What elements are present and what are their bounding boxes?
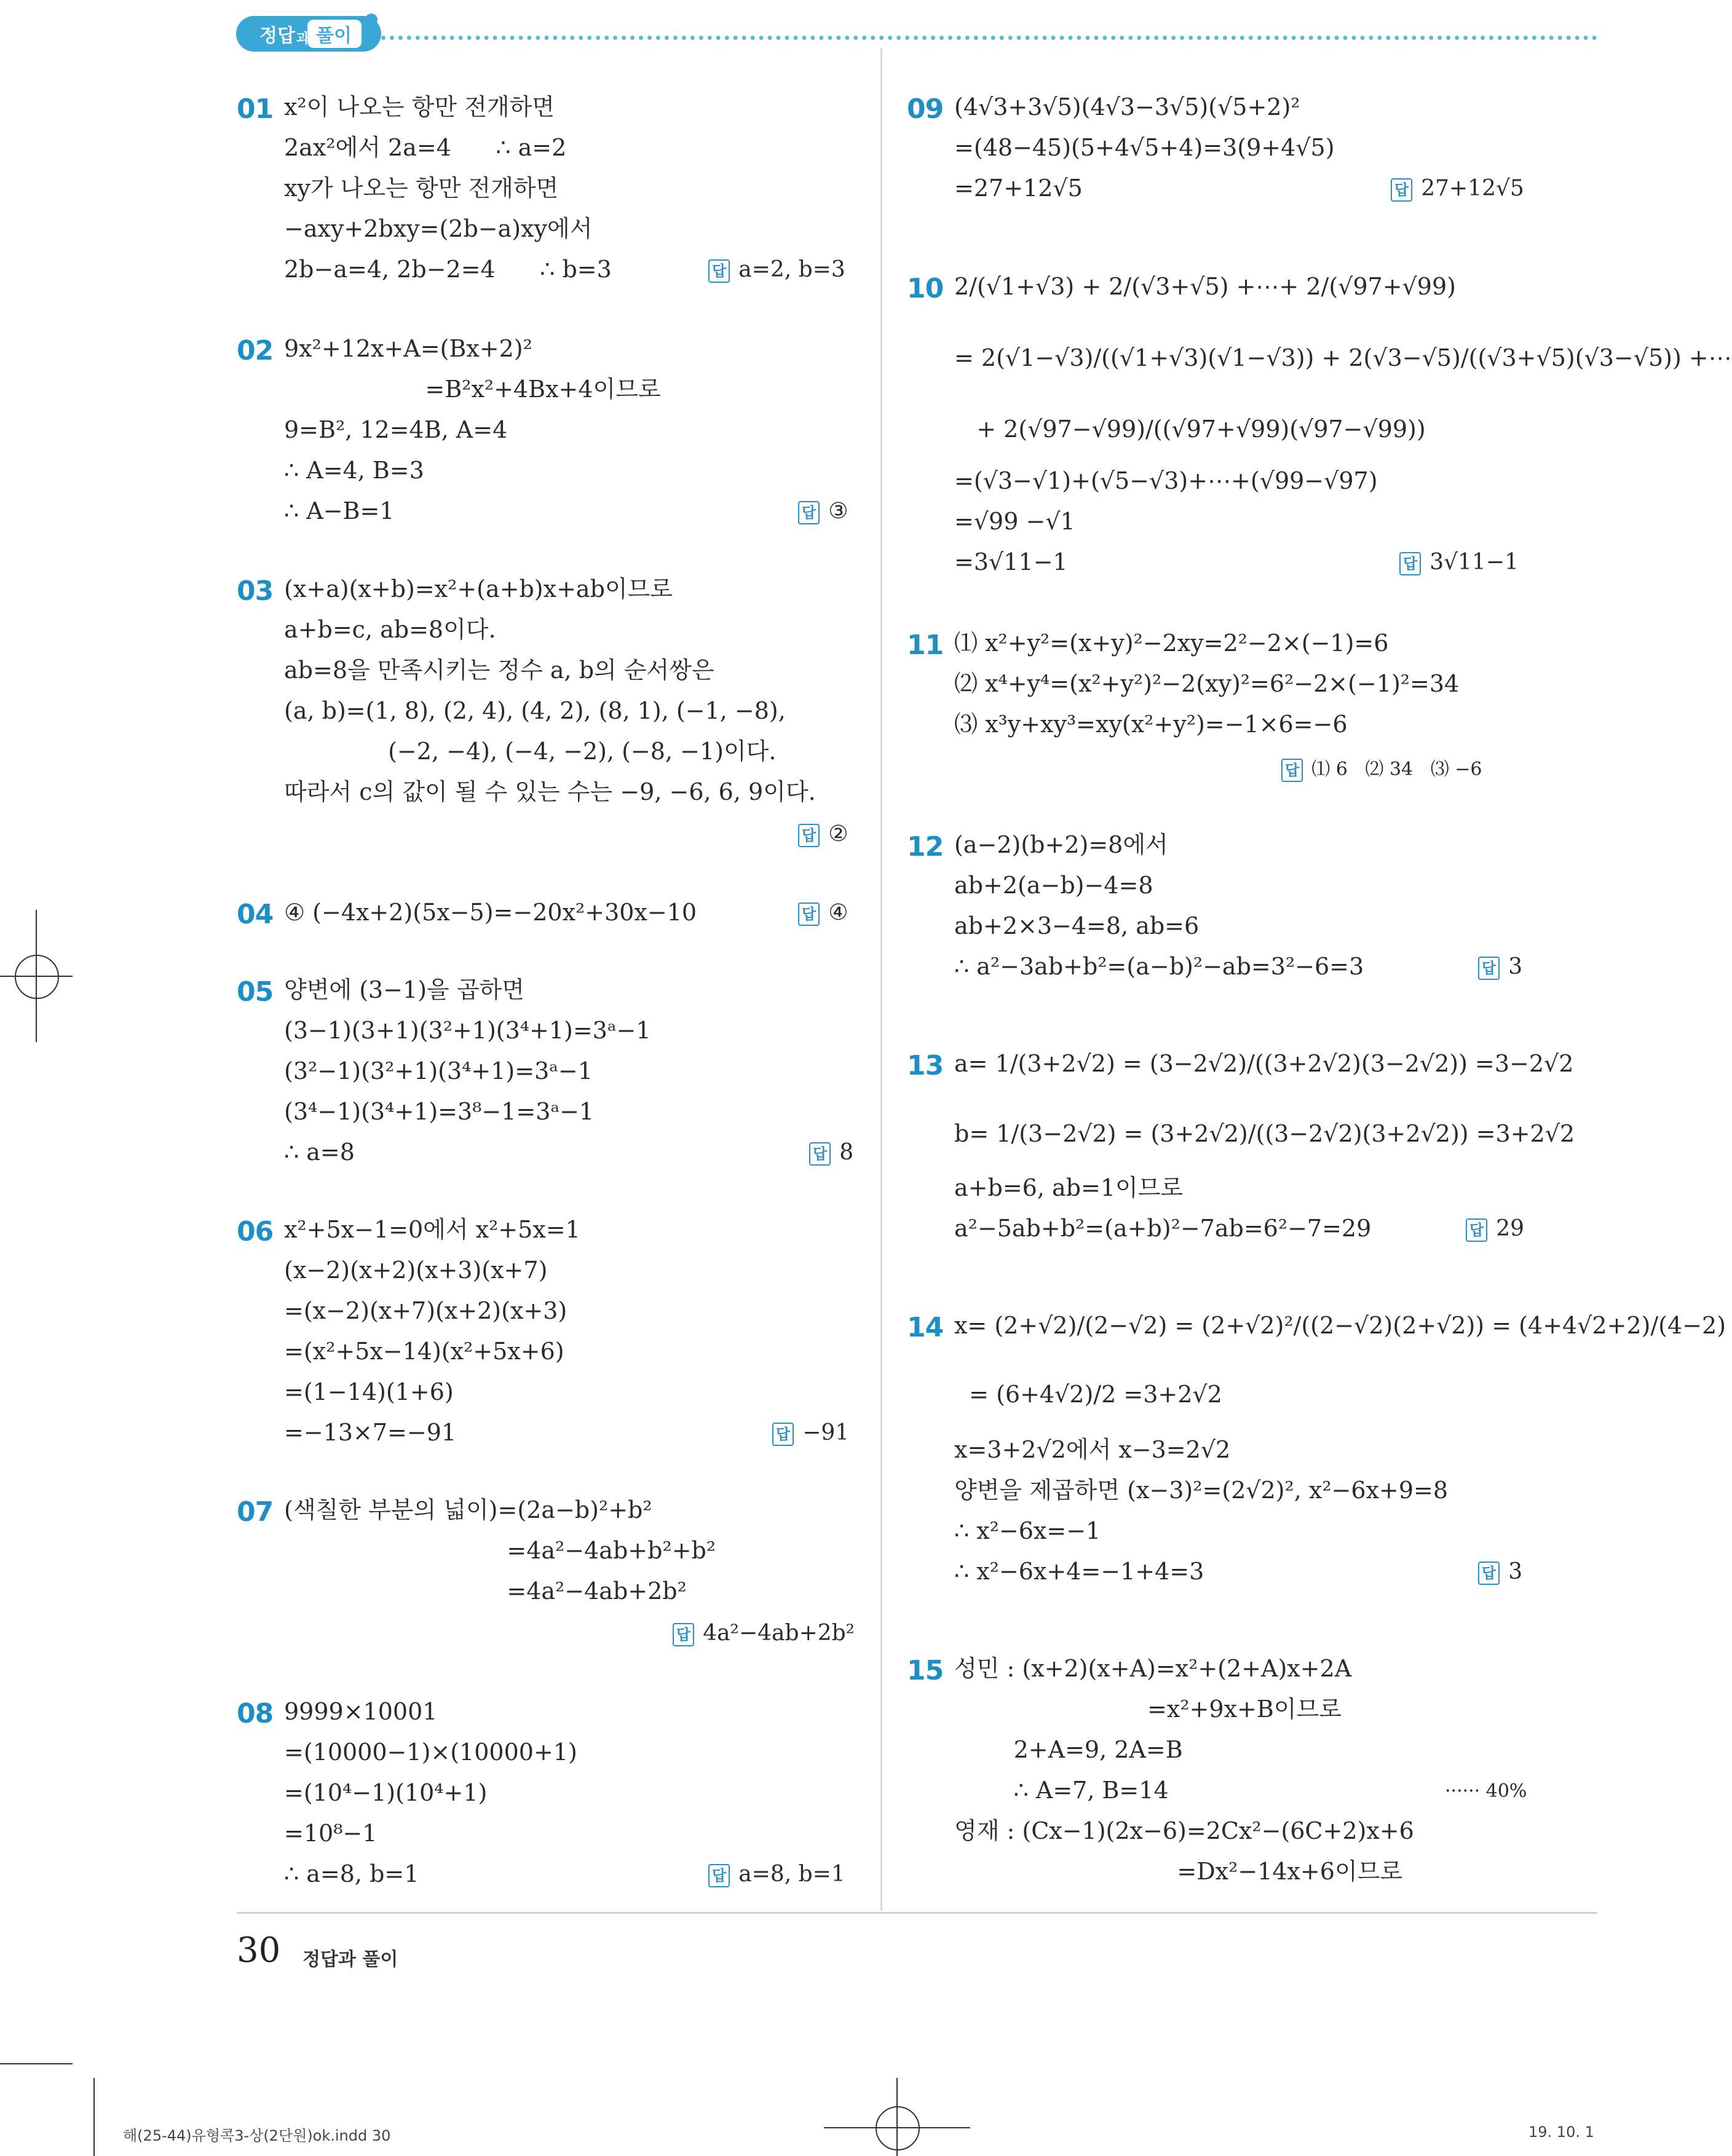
solution-line: 양변에 (3−1)을 곱하면 [284,976,524,1003]
solution-line: (x−2)(x+2)(x+3)(x+7) [284,1257,548,1284]
answer-mark-icon: 답 [809,1142,831,1166]
solution-line: 2+A=9, 2A=B [954,1736,1183,1763]
solution-line: =(10⁴−1)(10⁴+1) [284,1779,488,1806]
solution-line: = 2(√1−√3)/((√1+√3)(√1−√3)) + 2(√3−√5)/((√3+√5)(√3−√5)) +⋯ [954,344,1732,371]
score-note: ······ 40% [1445,1780,1527,1802]
solution-line: =(48−45)(5+4√5+4)=3(9+4√5) [954,134,1335,161]
solution-line: =4a²−4ab+b²+b² [284,1537,716,1564]
answer-value: 27+12√5 [1421,176,1524,201]
problem-number: 01 [237,93,274,125]
solution-line: ④ (−4x+2)(5x−5)=−20x²+30x−10 [284,899,697,926]
answer-mark-icon: 답 [1466,1218,1487,1242]
problem-number: 09 [907,93,944,125]
answer-mark-icon: 답 [1281,759,1303,782]
solution-line: ∴ x²−6x+4=−1+4=3 [954,1558,1204,1585]
page-label: 정답과 풀이 [303,1949,398,1970]
answer-value: a=2, b=3 [738,257,845,282]
badge-text-left: 정답 [259,25,295,47]
answer-value: ⑴ 6 ⑵ 34 ⑶ −6 [1311,759,1482,780]
problem-number: 02 [237,335,274,366]
answer-value: ③ [828,499,848,524]
problem-number: 10 [907,273,944,304]
solution-line: =(10000−1)×(10000+1) [284,1739,577,1766]
solution-line: ∴ A=4, B=3 [284,457,424,484]
answer-mark-icon: 답 [1478,957,1500,980]
solution-line: xy가 나오는 항만 전개하면 [284,175,559,202]
answer [708,1862,845,1887]
solution-line: 9=B², 12=4B, A=4 [284,416,508,443]
solution-line: ab=8을 만족시키는 정수 a, b의 순서쌍은 [284,657,714,684]
answer-value: 29 [1496,1216,1524,1241]
answer-value: ② [828,821,848,847]
crop-mark-line [0,2063,73,2064]
solution-line: ∴ x²−6x=−1 [954,1517,1101,1544]
answer-value: 8 [839,1140,854,1165]
answer [809,1140,853,1166]
problem-number: 14 [907,1312,944,1343]
problem-number: 08 [237,1698,274,1729]
solution-line: =27+12√5 [954,175,1083,202]
crop-mark-line [93,2078,95,2156]
answer-mark-icon: 답 [772,1423,794,1446]
answer-mark-icon: 답 [798,902,820,926]
answer-mark-icon: 답 [1399,552,1421,575]
solution-line: −axy+2bxy=(2b−a)xy에서 [284,215,593,242]
answer-mark-icon: 답 [1391,178,1412,202]
answer-value: 3 [1508,1559,1523,1584]
problem-number: 12 [907,831,944,863]
solution-line: =10⁸−1 [284,1820,378,1847]
solution-line: 9999×10001 [284,1698,438,1725]
answer-mark-icon: 답 [1478,1562,1500,1585]
solution-line: =3√11−1 [954,548,1068,575]
solution-line: 양변을 제곱하면 (x−3)²=(2√2)², x²−6x+9=8 [954,1477,1449,1504]
answer [1391,176,1524,202]
solution-line: x=3+2√2에서 x−3=2√2 [954,1436,1231,1463]
header-dotted-line [381,36,1597,40]
print-date: 19. 10. 1 [1528,2123,1594,2141]
solution-line: =−13×7=−91 [284,1419,457,1446]
problem-number: 11 [907,630,944,661]
solution-line: ⑴ x²+y²=(x+y)²−2xy=2²−2×(−1)=6 [954,630,1389,657]
solutions-badge [235,11,382,54]
solution-line: =√99 −√1 [954,508,1075,535]
answer-mark-icon: 답 [673,1623,694,1646]
solution-line: x²이 나오는 항만 전개하면 [284,93,555,120]
print-slug: 해(25-44)유형콕3-상(2단원)ok.indd 30 [123,2127,391,2144]
answer-value: 3√11−1 [1429,550,1519,575]
solution-line: (x+a)(x+b)=x²+(a+b)x+ab이므로 [284,575,673,602]
solution-line: ∴ A−B=1 [284,497,395,524]
solution-line: a+b=c, ab=8이다. [284,616,496,643]
answer [1478,954,1522,980]
solution-line: (a, b)=(1, 8), (2, 4), (4, 2), (8, 1), (−1, −8), [284,697,786,724]
solution-line: (a−2)(b+2)=8에서 [954,831,1168,858]
problem-number: 05 [237,976,274,1008]
answer-value: ④ [828,900,848,925]
problem-number: 03 [237,575,274,607]
solution-line: =x²+9x+B이므로 [954,1696,1342,1723]
solution-line: = (6+4√2)/2 =3+2√2 [954,1381,1222,1408]
answer-mark-icon: 답 [708,259,730,283]
solution-line: =(x²+5x−14)(x²+5x+6) [284,1338,564,1365]
solution-line: b= 1/(3−2√2) = (3+2√2)/((3−2√2)(3+2√2)) =3+2√2 [954,1120,1575,1147]
column-divider [880,48,882,1911]
answer-mark-icon: 답 [798,501,820,524]
solution-line: + 2(√97−√99)/((√97+√99)(√97−√99)) [954,416,1426,443]
answer-value: a=8, b=1 [738,1862,845,1887]
solution-line: ∴ A=7, B=14 [954,1777,1169,1804]
solution-line: 2ax²에서 2a=4 ∴ a=2 [284,134,567,161]
solution-line: a= 1/(3+2√2) = (3−2√2)/((3+2√2)(3−2√2)) =3−2√2 [954,1050,1574,1077]
solution-line: 2/(√1+√3) + 2/(√3+√5) +⋯+ 2/(√97+√99) [954,273,1456,300]
solution-line: 2b−a=4, 2b−2=4 ∴ b=3 [284,256,612,283]
answer [772,1420,849,1446]
solution-line: (색칠한 부분의 넓이)=(2a−b)²+b² [284,1496,652,1523]
answer-mark-icon: 답 [708,1864,730,1887]
answer-mark-icon: 답 [798,824,820,847]
answer [1281,754,1482,782]
solution-line: ab+2×3−4=8, ab=6 [954,912,1200,939]
answer [708,257,845,283]
answer [1399,550,1519,575]
badge-text-mid: 과 [296,31,310,47]
solution-line: (3−1)(3+1)(3²+1)(3⁴+1)=3ᵃ−1 [284,1017,651,1044]
solution-line: ∴ a=8 [284,1139,355,1166]
solution-line: (3²−1)(3²+1)(3⁴+1)=3ᵃ−1 [284,1057,593,1084]
problem-number: 07 [237,1496,274,1528]
answer [673,1621,855,1646]
solution-line: 성민 : (x+2)(x+A)=x²+(2+A)x+2A [954,1655,1352,1682]
solution-line: 영재 : (Cx−1)(2x−6)=2Cx²−(6C+2)x+6 [954,1817,1414,1844]
answer [798,821,848,847]
problem-number: 06 [237,1216,274,1247]
solution-line: x²+5x−1=0에서 x²+5x=1 [284,1216,580,1243]
solution-line: ab+2(a−b)−4=8 [954,872,1153,899]
solution-line: x= (2+√2)/(2−√2) = (2+√2)²/((2−√2)(2+√2)) = (4+4√2+2)/(4−2) [954,1312,1726,1339]
solution-line: a²−5ab+b²=(a+b)²−7ab=6²−7=29 [954,1215,1372,1242]
page-number: 30 [237,1930,281,1970]
solution-line: (−2, −4), (−4, −2), (−8, −1)이다. [284,738,777,765]
registration-mark-icon [876,2106,920,2150]
solution-line: ⑵ x⁴+y⁴=(x²+y²)²−2(xy)²=6²−2×(−1)²=34 [954,670,1460,697]
solution-line: (3⁴−1)(3⁴+1)=3⁸−1=3ᵃ−1 [284,1098,595,1125]
solution-line: ⑶ x³y+xy³=xy(x²+y²)=−1×6=−6 [954,711,1348,738]
badge-text-right: 풀이 [316,25,352,47]
solution-line: ∴ a²−3ab+b²=(a−b)²−ab=3²−6=3 [954,953,1364,980]
solution-line: a+b=6, ab=1이므로 [954,1174,1184,1201]
solution-line: ∴ a=8, b=1 [284,1860,419,1887]
answer [798,499,848,524]
answer [1466,1216,1524,1242]
registration-mark-icon [15,955,59,999]
answer-value: 3 [1508,954,1523,979]
solution-line: 9x²+12x+A=(Bx+2)² [284,335,532,362]
solution-line: =Dx²−14x+6이므로 [954,1858,1403,1885]
solution-line: (4√3+3√5)(4√3−3√5)(√5+2)² [954,93,1300,120]
solution-line: =4a²−4ab+2b² [284,1578,687,1605]
answer-value: 4a²−4ab+2b² [703,1621,855,1646]
solution-line: =(√3−√1)+(√5−√3)+⋯+(√99−√97) [954,467,1378,494]
answer-value: −91 [802,1420,850,1445]
solution-line: =(1−14)(1+6) [284,1378,454,1405]
problem-number: 15 [907,1655,944,1686]
problem-number: 04 [237,899,274,930]
solution-line: =B²x²+4Bx+4이므로 [284,376,661,403]
answer [798,900,848,926]
footer-rule [237,1912,1597,1914]
solution-line: =(x−2)(x+7)(x+2)(x+3) [284,1297,567,1324]
solution-line: 따라서 c의 값이 될 수 있는 수는 −9, −6, 6, 9이다. [284,778,816,805]
problem-number: 13 [907,1050,944,1081]
answer [1478,1559,1522,1585]
